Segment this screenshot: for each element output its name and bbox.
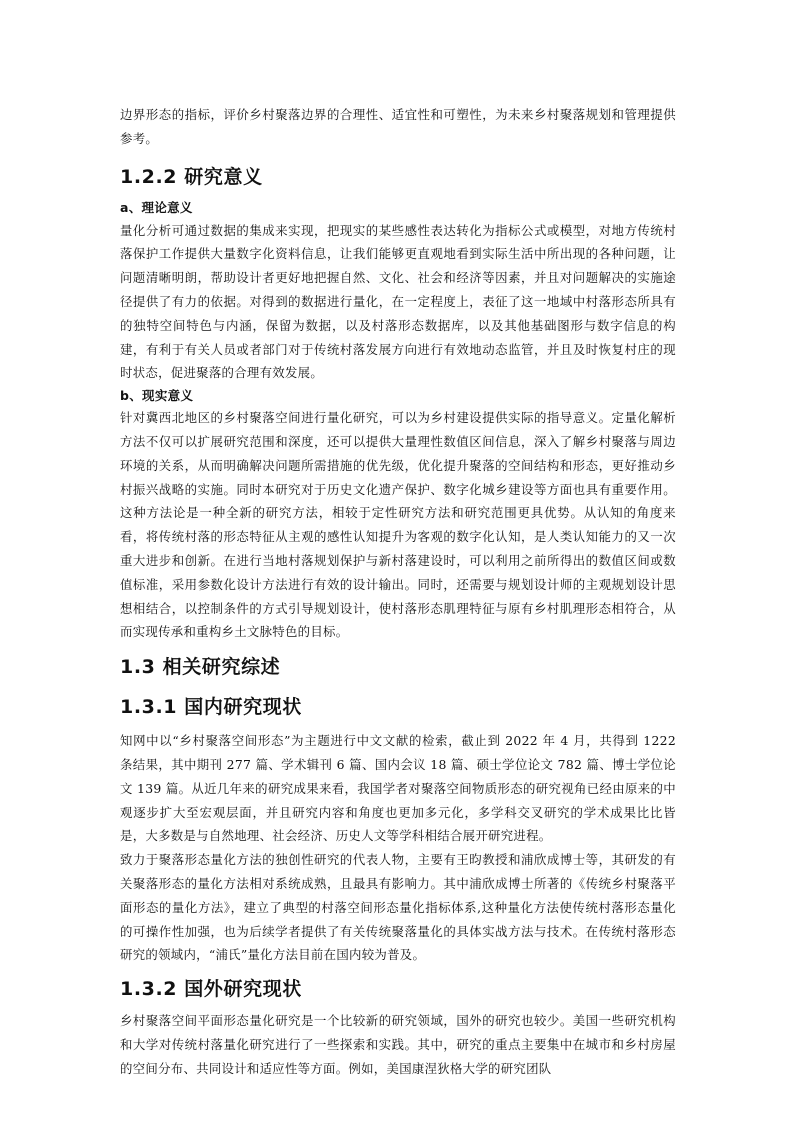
document-page xyxy=(120,103,676,1081)
section-heading-1-2-2: 1.2.2 研究意义 xyxy=(120,165,263,188)
subheading-theory: a、理论意义 xyxy=(120,199,193,215)
practice-paragraph: 针对冀西北地区的乡村聚落空间进行量化研究，可以为乡村建设提供实际的指导意义。定量化解析方法不仅可以扩展研究范围和深度，还可以提供大量理性数值区间信息，深入了解乡村聚落与周边环境的关系，从而明确解决问题所需措施的优先级，优化提升聚落的空间结构和形态，更好推动乡村振兴战略的实施。同时本研究对于历史文化遗产保护、数字化城乡建设等方面也具有重要作用。这种方法论是一种全新的研究方法，相较于定性研究方法和研究范围更具优势。从认知的角度来看，将传统村落的形态特征从主观的感性认知提升为客观的数字化认知，是人类认知能力的又一次重大进步和创新。在进行当地村落规划保护与新村落建设时，可以利用之前所得出的数值区间或数值标准，采用参数化设计方法进行有效的设计输出。同时，还需要与规划设计师的主观规划设计思想相结合，以控制条件的方式引导规划设计，使村落形态肌理特征与原有乡村肌理形态相符合，从而实现传承和重构乡土文脉特色的目标。 xyxy=(120,410,676,640)
domestic-paragraph-1: 知网中以“乡村聚落空间形态”为主题进行中文文献的检索，截止到 2022 年 4 月，共得到 1222 条结果，其中期刊 277 篇、学术辑刊 6 篇、国内会议 18 篇、硕士学位论文 782 篇、博士学位论文 139 篇。从近几年来的研究成果来看，我国学者对聚落空间物质形态的研究视角已经由原来的中观逐步扩大至宏观层面，并且研究内容和角度也更加多元化，多学科交叉研究的学术成果比比皆是，大多数是与自然地理、社会经济、历史人文等学科相结合展开研究进程。 xyxy=(120,733,676,844)
section-heading-1-3-1: 1.3.1 国内研究现状 xyxy=(120,696,302,719)
intro-paragraph: 边界形态的指标，评价乡村聚落边界的合理性、适宜性和可塑性，为未来乡村聚落规划和管理提供参考。 xyxy=(120,107,676,146)
foreign-paragraph-1: 乡村聚落空间平面形态量化研究是一个比较新的研究领域，国外的研究也较少。美国一些研究机构和大学对传统村落量化研究进行了一些探索和实践。其中，研究的重点主要集中在城市和乡村房屋的空间分布、共同设计和适应性等方面。例如，美国康涅狄格大学的研究团队 xyxy=(120,1013,676,1076)
domestic-paragraph-2: 致力于聚落形态量化方法的独创性研究的代表人物，主要有王昀教授和浦欣成博士等，其研发的有关聚落形态的量化方法相对系统成熟，且最具有影响力。其中浦欣成博士所著的《传统乡村聚落平面形态的量化方法》，建立了典型的村落空间形态量化指标体系,这种量化方法使传统村落形态量化的可操作性加强，也为后续学者提供了有关传统聚落量化的具体实战方法与技术。在传统村落形态研究的领域内，“浦氏”量化方法目前在国内较为普及。 xyxy=(120,852,676,963)
section-heading-1-3: 1.3 相关研究综述 xyxy=(120,656,281,679)
section-heading-1-3-2: 1.3.2 国外研究现状 xyxy=(120,978,302,1001)
theory-paragraph: 量化分析可通过数据的集成来实现，把现实的某些感性表达转化为指标公式或模型，对地方传统村落保护工作提供大量数字化资料信息，让我们能够更直观地看到实际生活中所出现的各种问题，让问题清晰明朗，帮助设计者更好地把握自然、文化、社会和经济等因素，并且对问题解决的实施途径提供了有力的依据。对得到的数据进行量化，在一定程度上，表征了这一地域中村落形态所具有的独特空间特色与内涵，保留为数据，以及村落形态数据库，以及其他基础图形与数字信息的构建，有利于有关人员或者部门对于传统村落发展方向进行有效地动态监管，并且及时恢复村庄的现时状态，促进聚落的合理有效发展。 xyxy=(120,222,676,381)
subheading-practice: b、现实意义 xyxy=(120,388,194,404)
